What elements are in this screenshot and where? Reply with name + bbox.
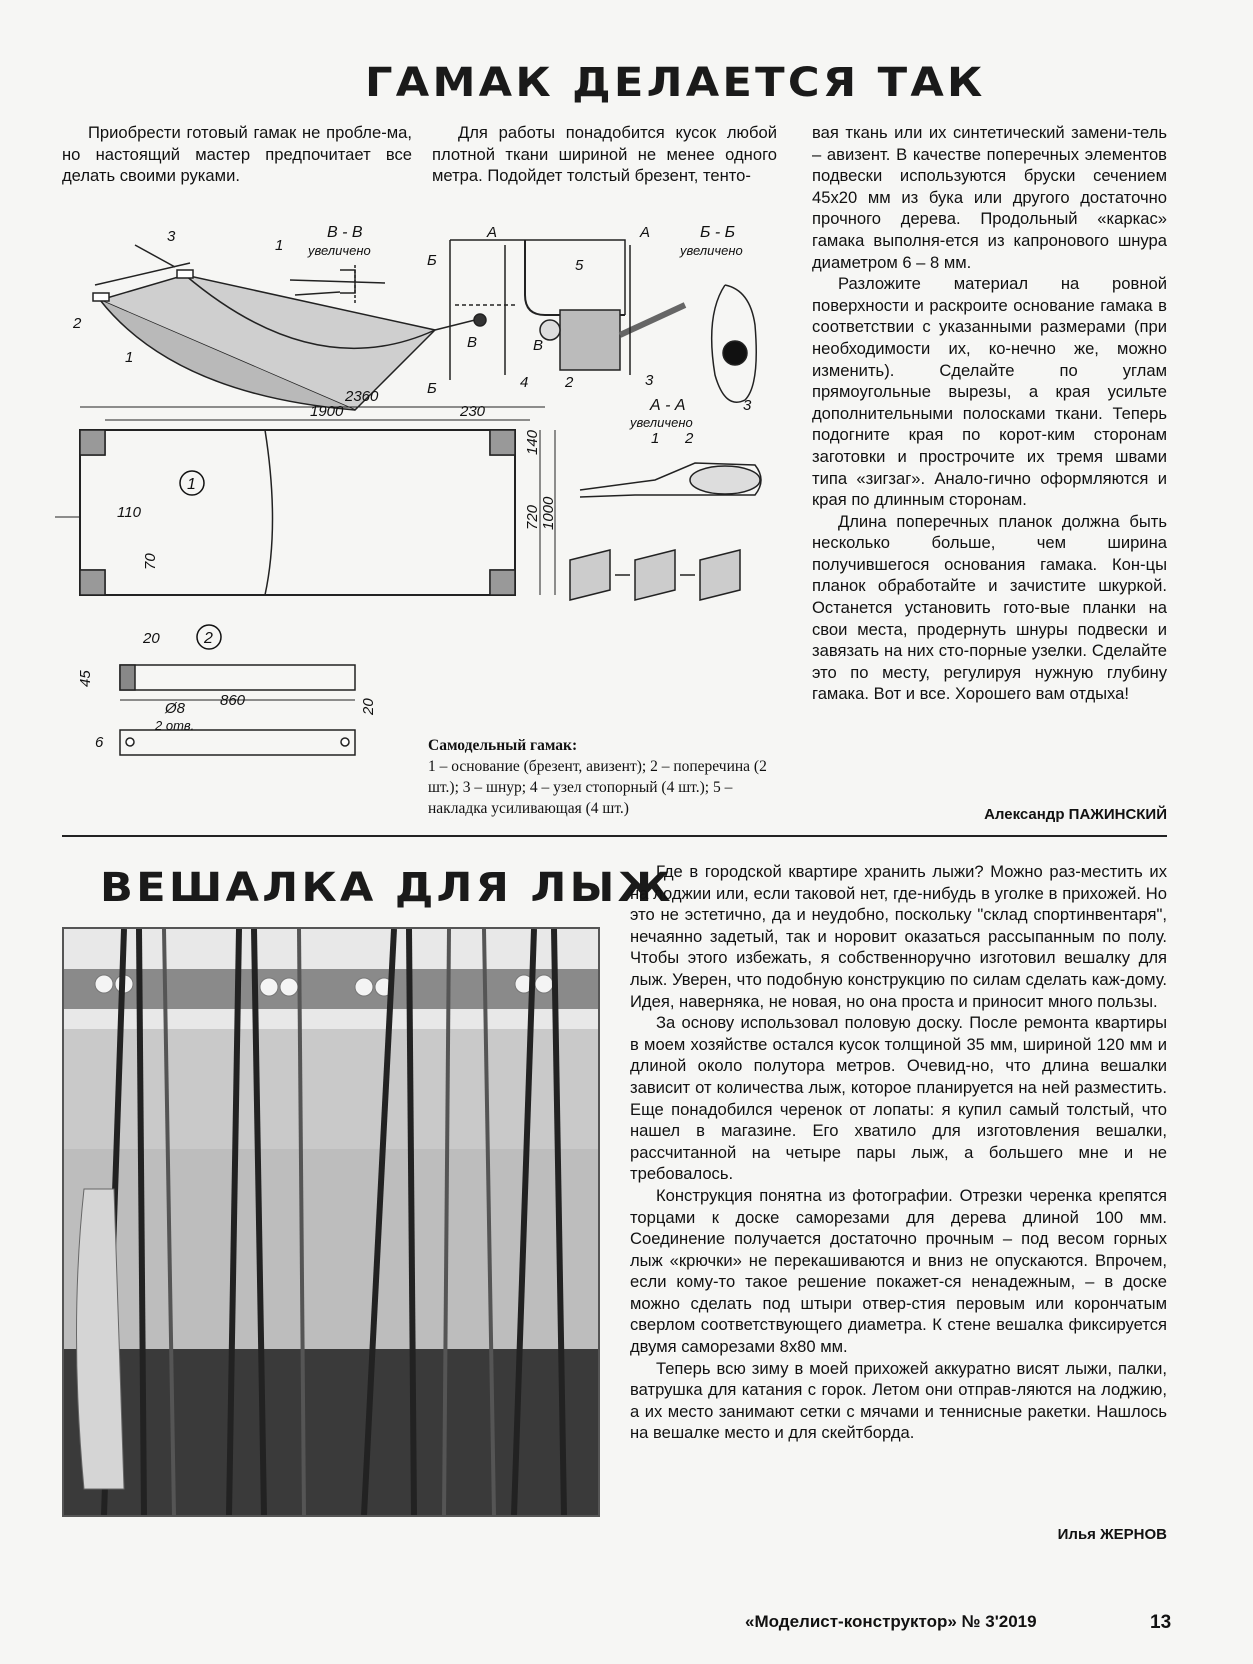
dimension: 45 [77,670,94,687]
dimension: 860 [220,692,246,709]
paragraph: Длина поперечных планок должна быть несколько больше, чем ширина получившегося основания гамака. Кон-цы планок обработайте и зачистите шкуркой. Останется установить гото-вые планки на свои места, продернуть шнуры подвески и завязать на них сто-порные узелки. Сделайте это по месту, регулируя нужную глубину гамака. Вот и все. Хорошего вам отдыха! [812,511,1167,704]
page-number: 13 [1150,1612,1172,1633]
hammock-author: Александр ПАЖИНСКИЙ [984,806,1167,823]
paragraph: За основу использовал половую доску. После ремонта квартиры в моем хозяйстве остался кусок толщиной 35 мм, шириной 120 мм и длиной около полутора метров. Очевид-но, что длина вешалки зависит от количества лыж, которое планируется на ней разместить. Еще понадобился черенок от лопаты: я купил самый толстый, что нашел в магазине. Его хватило для изготовления вешалки, рассчитанной на четыре пары лыж, а большего мне и не требовалось. [630,1013,1167,1184]
dimension: 110 [117,504,141,521]
drawing-label: Б [427,252,437,269]
drawing-label: 4 [520,374,529,391]
drawing-label: 1 [125,349,134,366]
part-number: 1 [187,476,196,493]
dimension: 2360 [345,388,379,405]
dimension: Ø8 [165,700,186,717]
section-label: А - А [650,397,686,414]
dimension: 2 отв. [155,718,195,733]
magazine-name: «Моделист-конструктор» № 3'2019 [745,1612,1037,1631]
drawing-label: В [467,334,478,351]
section-label: увеличено [630,415,693,430]
drawing-label: 1 [651,430,660,447]
dimension: 720 [524,504,541,530]
ski-rack-author: Илья ЖЕРНОВ [1057,1526,1167,1543]
dimension: 1000 [540,496,557,530]
drawing-label: А [487,225,498,241]
drawing-label: 1 [275,237,284,254]
section-label: увеличено [308,243,371,258]
drawing-label: 3 [743,397,752,414]
drawing-label: 2 [73,315,82,332]
drawing-label: А [640,225,651,241]
paragraph: Для работы понадобится кусок любой плотной ткани шириной не менее одного метра. Подойдет толстый брезент, тенто- [432,123,777,186]
caption-title: Самодельный гамак: [428,737,578,754]
dimension: 230 [460,403,486,420]
dimension: 140 [524,429,541,455]
dimension: 20 [143,630,160,647]
paragraph: Разложите материал на ровной поверхности и раскроите основание гамака в соответствии с указанными размерами (при необходимости их, ко-нечно же, можно изменить). Сделайте по углам прямоугольные вырезы, а края усильте дополнительными полосками ткани. Теперь подогните края по корот-ким сторонам заготовки и прострочите их тремя швами типа «зигзаг». Анало-гично оформляются и края по длинным сторонам. [812,274,1167,510]
article-title-ski-rack: ВЕШАЛКА ДЛЯ ЛЫЖ [100,865,674,911]
drawing-label: 2 [565,374,574,391]
paragraph: Где в городской квартире хранить лыжи? Можно раз-местить их на лоджии или, если таковой нет, где-нибудь в уголке в прихожей. Но это не эстетично, да и неудобно, поскольку "склад спортинвентаря", нечаянно задетый, так и норовит оказаться рассыпанным по полу. Чтобы этого избежать, я собственноручно изготовил вешалку для лыж. Уверен, что подобную конструкцию по силам сделать каж-дому. Идея, наверняка, не новая, но она проста и приносит много пользы. [630,862,1167,1011]
drawing-label: 3 [645,372,654,389]
ski-rack-photo [62,927,600,1517]
ski-rack-text [630,861,1167,1444]
paragraph: Конструкция понятна из фотографии. Отрезки черенка крепятся торцами к доске саморезами для дерева длиной 100 мм. Соединение получается достаточно прочным – под весом горных лыж «крючки» не перекашиваются и вниз не опускаются. Впрочем, если кому-то такое решение покажет-ся ненадежным, – в доске можно сделать под штыри отвер-стия перовым или корончатым сверлом соответствующего диаметра. К стене вешалка фиксируется двумя саморезами 8х80 мм. [630,1185,1167,1357]
article-title-hammock: ГАМАК ДЕЛАЕТСЯ ТАК [365,60,986,106]
hammock-column-2 [432,122,777,187]
drawing-label: В [533,337,544,354]
paragraph: Теперь всю зиму в моей прихожей аккуратно висят лыжи, палки, ватрушка для катания с горок. Летом они отправ-ляются на лоджию, а их место занимают сетки с мячами и теннисные ракетки. Нашлось на вешалке место и для скейтборда. [630,1358,1167,1443]
drawing-label: Б [427,380,437,397]
dimension: 70 [142,553,159,570]
dimension: 1900 [310,403,344,420]
drawing-label: 3 [167,228,176,245]
hammock-column-3 [812,122,1167,705]
section-label: В - В [327,225,363,241]
section-label: Б - Б [700,225,736,241]
section-divider [62,835,1167,837]
hammock-column-1 [62,122,412,187]
dimension: 20 [360,698,377,715]
drawing-label: 5 [575,257,584,274]
figure-caption [428,735,793,819]
paragraph: вая ткань или их синтетический замени-тель – авизент. В качестве поперечных элементов подвески используются бруски сечением 45х20 мм из бука или другого достаточно прочного дерева. Продольный «каркас» гамака выполня-ется из капронового шнура диаметром 6 – 8 мм. [812,123,1167,272]
part-number: 2 [204,630,213,647]
paragraph: Приобрести готовый гамак не пробле-ма, но настоящий мастер предпочитает все делать своими руками. [62,123,412,186]
section-label: увеличено [680,243,743,258]
caption-text: 1 – основание (брезент, авизент); 2 – поперечина (2 шт.); 3 – шнур; 4 – узел стопорный (4 шт.); 5 – накладка усиливающая (4 шт.) [428,758,767,817]
dimension: 6 [95,734,104,751]
drawing-label: 2 [685,430,694,447]
